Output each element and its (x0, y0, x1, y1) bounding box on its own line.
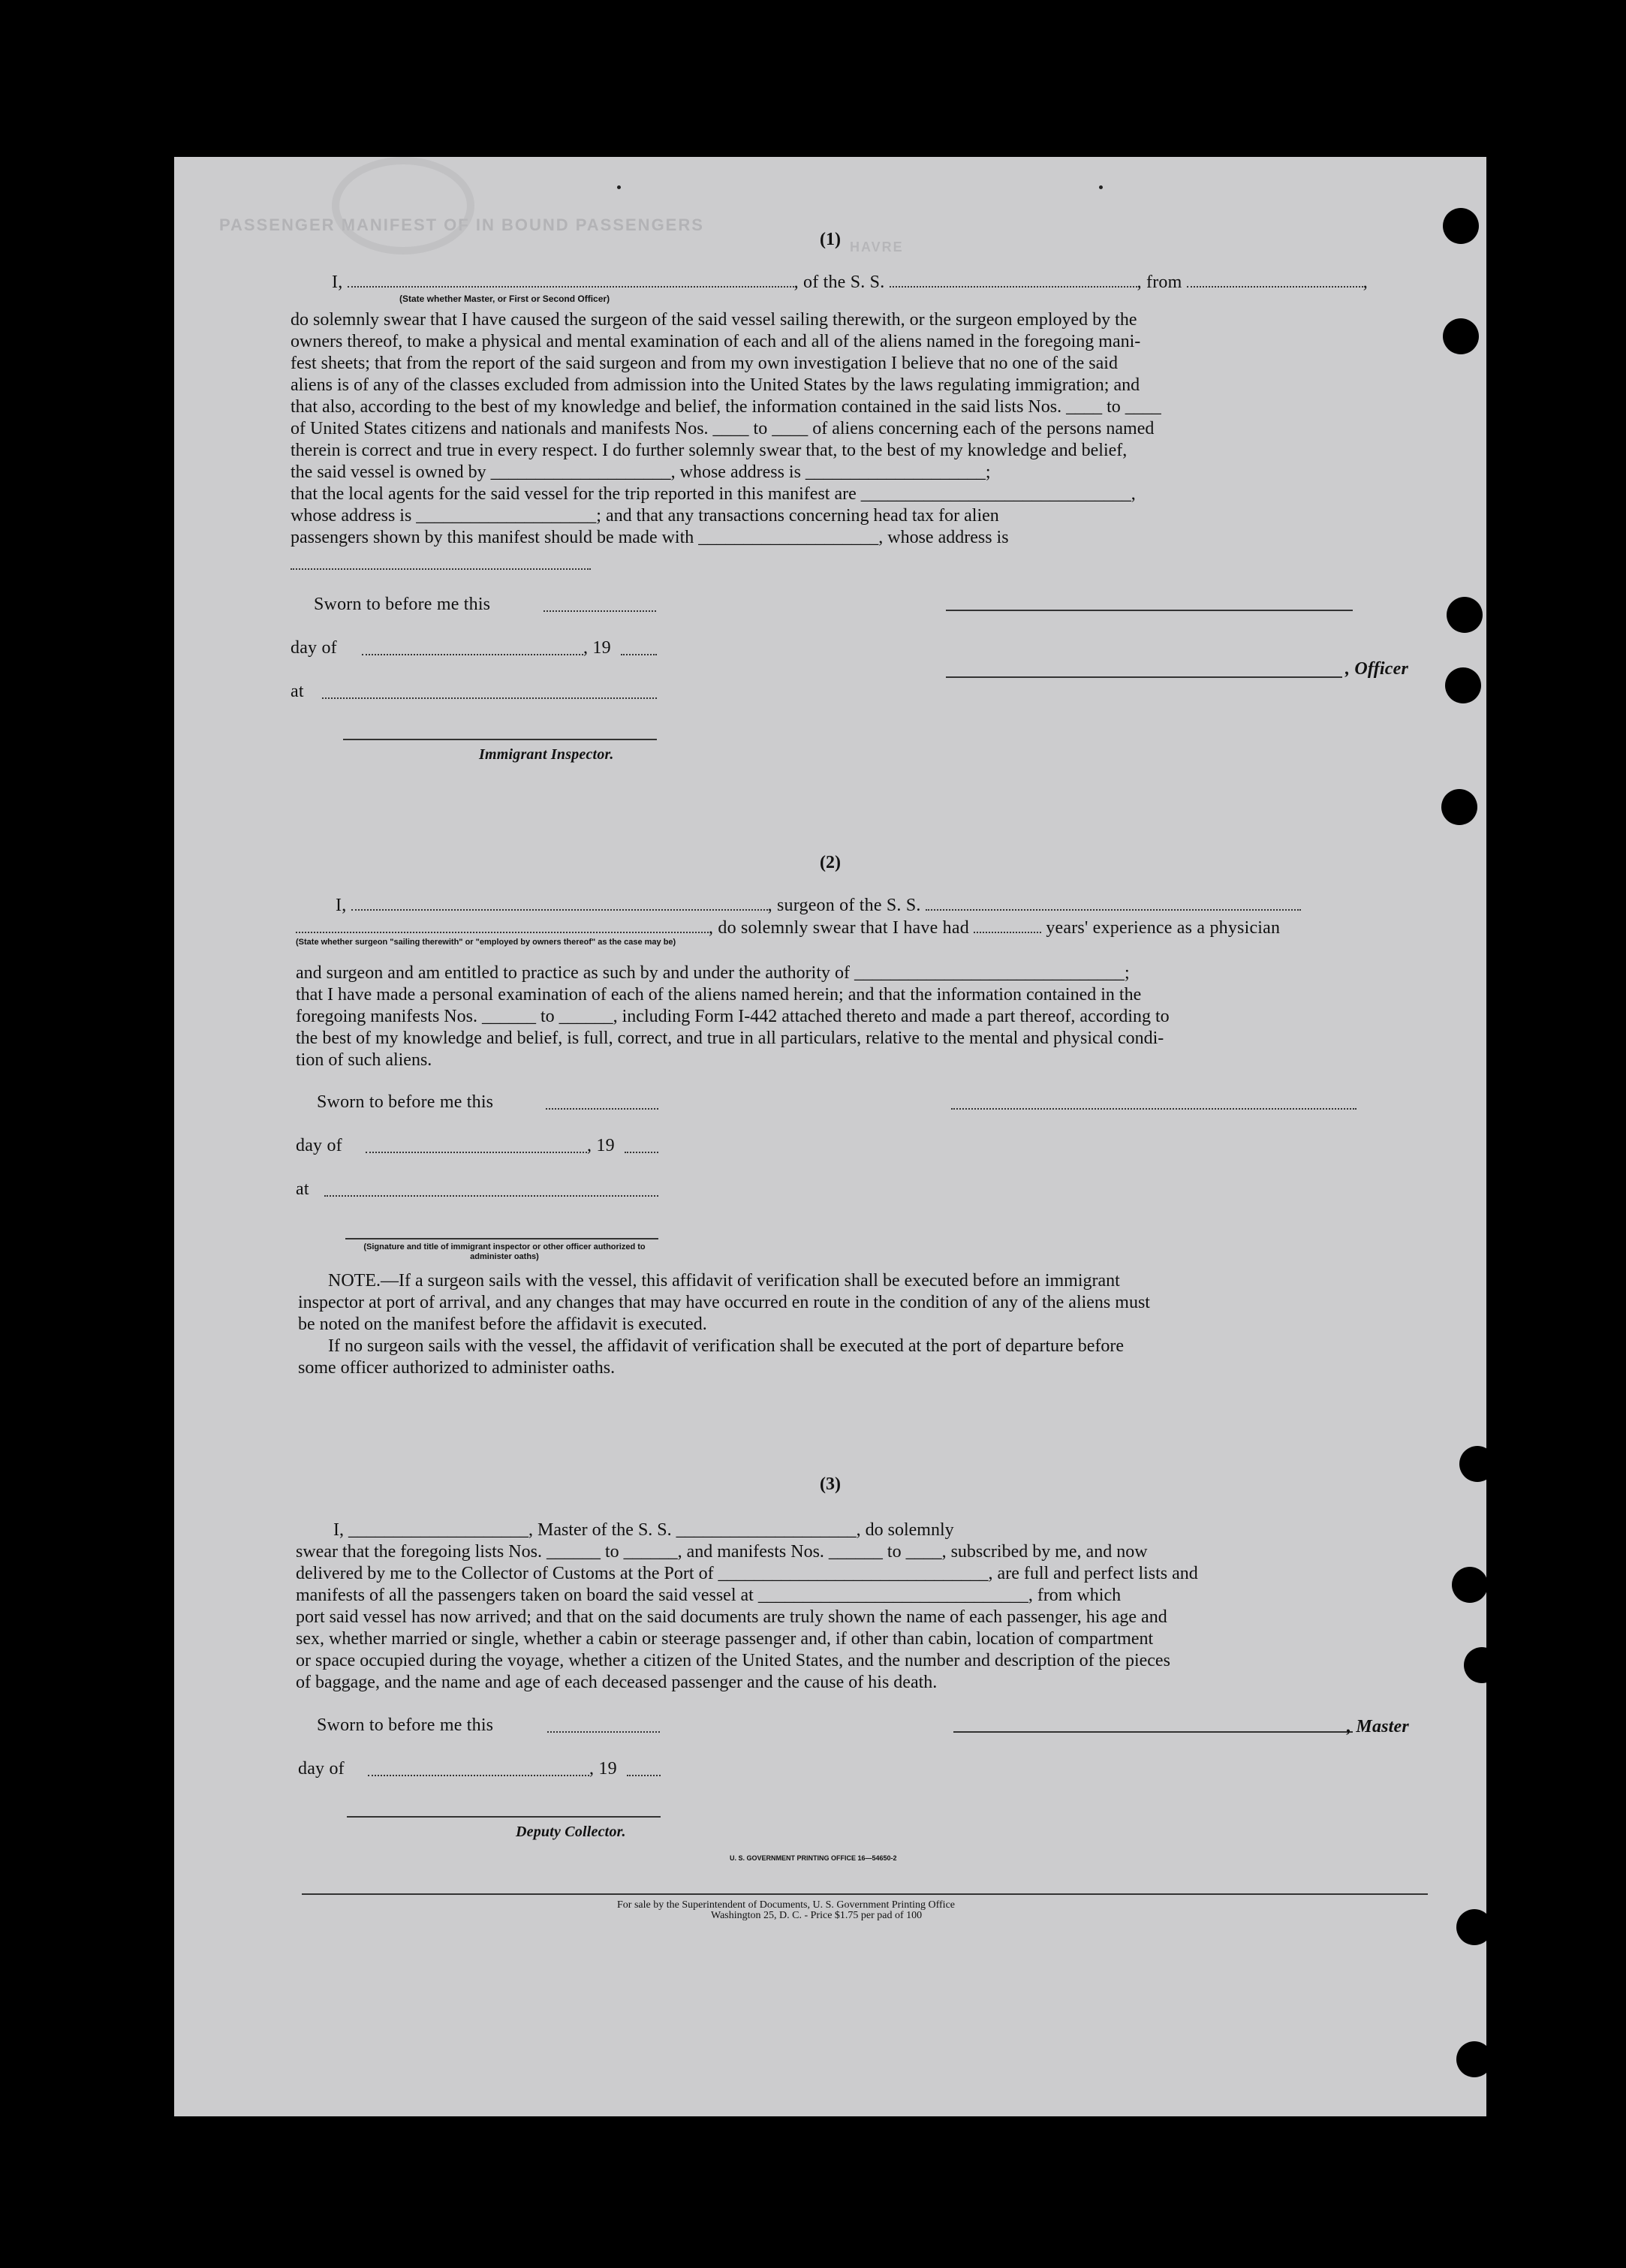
bleed-through-port: HAVRE (850, 239, 904, 255)
officer-label: , Officer (1345, 659, 1408, 679)
at-label-1: at (291, 682, 304, 701)
footer-line-2: Washington 25, D. C. - Price $1.75 per pad of 100 (711, 1910, 923, 1921)
oath-line: foregoing manifests Nos. ______ to ______, including Form I-442 attached thereto and made a part thereof, according to (296, 1007, 1170, 1026)
oath-line: of baggage, and the name and age of each deceased passenger and the cause of his death. (296, 1673, 938, 1692)
oath-line: that I have made a personal examination of each of the aliens named herein; and that the information contained in the (296, 985, 1142, 1004)
footer-rule (302, 1893, 1428, 1895)
master-label: , Master (1347, 1717, 1409, 1736)
deputy-collector-label: Deputy Collector. (516, 1824, 626, 1840)
section-1-first-line: I, , of the S. S. , from , (332, 273, 1368, 292)
day-blank-1 (362, 654, 583, 655)
ship-name-blank (890, 276, 1137, 288)
bleed-through-header: PASSENGER MANIFEST OF IN BOUND PASSENGERS (219, 215, 704, 234)
surgeon-signature-line (951, 1108, 1357, 1110)
punch-hole (1445, 667, 1481, 703)
years-label: years' experience as a physician (1046, 918, 1281, 938)
surgeon-name-blank (351, 899, 768, 911)
year-label-3: , 19 (589, 1759, 617, 1779)
oath-line: that the local agents for the said vessel for the trip reported in this manifest are ______________________________, (291, 484, 1136, 504)
oath-line: delivered by me to the Collector of Customs at the Port of ______________________________, are full and perfect lists and (296, 1564, 1198, 1583)
note-line: If no surgeon sails with the vessel, the affidavit of verification shall be executed at the port of departure before (328, 1336, 1125, 1356)
oath-line: tion of such aliens. (296, 1050, 432, 1070)
years-blank (974, 921, 1041, 933)
at-blank-2 (324, 1195, 658, 1197)
oath-line: therein is correct and true in every respect. I do further solemnly swear that, to the best of my knowledge and belief, (291, 441, 1128, 460)
officer-note: (State whether Master, or First or Second Officer) (399, 294, 610, 304)
section-1-i-label: I, (332, 273, 343, 292)
day-of-label-3: day of (298, 1759, 345, 1779)
day-blank-2 (366, 1152, 587, 1153)
day-of-label-2: day of (296, 1136, 342, 1155)
oath-line: and surgeon and am entitled to practice as such by and under the authority of ______________________________; (296, 963, 1130, 983)
punch-hole (1447, 597, 1483, 633)
day-of-label-1: day of (291, 638, 337, 658)
authorized-officer-signature-line (345, 1238, 658, 1239)
oath-line: the best of my knowledge and belief, is full, correct, and true in all particulars, relative to the mental and physical condi- (296, 1029, 1164, 1048)
surgeon-ship-blank (926, 899, 1301, 911)
oath-line: or space occupied during the voyage, whether a citizen of the United States, and the number and description of the pieces (296, 1651, 1170, 1670)
section-1-number: (1) (820, 230, 841, 249)
year-blank-1 (621, 654, 657, 655)
oath-line: whose address is ____________________; and that any transactions concerning head tax for alien (291, 506, 999, 526)
oath-line: sex, whether married or single, whether a cabin or steerage passenger and, if other than cabin, location of compartment (296, 1629, 1154, 1649)
inspector-signature-line (343, 739, 657, 740)
gpo-print-line: U. S. GOVERNMENT PRINTING OFFICE 16—54650-2 (730, 1854, 897, 1862)
oath-line: the said vessel is owned by ____________________, whose address is ____________________; (291, 462, 991, 482)
punch-hole (1452, 1567, 1488, 1603)
footer-line-1: For sale by the Superintendent of Documents, U. S. Government Printing Office (617, 1899, 955, 1911)
note-paragraph (298, 1270, 1383, 1379)
surgeon-note: (State whether surgeon "sailing therewith" or "employed by owners thereof" as the case may be) (296, 938, 676, 947)
oath-line: manifests of all the passengers taken on board the said vessel at ______________________________, from which (296, 1586, 1122, 1605)
note-line: be noted on the manifest before the affidavit is executed. (298, 1315, 707, 1334)
deputy-collector-signature-line (347, 1816, 661, 1818)
officer-signature-line-top (946, 610, 1353, 611)
note-line: inspector at port of arrival, and any changes that may have occurred en route in the condition of any of the aliens must (298, 1293, 1150, 1312)
oath-line: of United States citizens and nationals and manifests Nos. ____ to ____ of aliens concerning each of the persons named (291, 419, 1155, 438)
oath-line: aliens is of any of the classes excluded from admission into the United States by the laws regulating immigration; and (291, 375, 1140, 395)
oath-line: fest sheets; that from the report of the said surgeon and from my own investigation I believe that no one of the said (291, 354, 1118, 373)
oath-line: I, ____________________, Master of the S. S. ____________________, do solemnly (333, 1520, 954, 1540)
oath-line: that also, according to the best of my knowledge and belief, the information contained in the said lists Nos. ____ to ____ (291, 397, 1161, 417)
oath-line: swear that the foregoing lists Nos. ______ to ______, and manifests Nos. ______ to ____, subscribed by me, and now (296, 1542, 1148, 1562)
punch-hole (1443, 318, 1479, 354)
punch-hole (1441, 789, 1477, 825)
section-3-oath-paragraph (296, 1520, 1384, 1694)
section-2-i-label: I, (336, 896, 347, 915)
of-the-ss-label: , of the S. S. (793, 273, 885, 292)
at-label-2: at (296, 1179, 309, 1199)
section-2-first-line (336, 895, 1301, 916)
sworn-blank-1 (544, 610, 656, 612)
section-3-number: (3) (820, 1474, 841, 1494)
section-2-second-line (296, 917, 1280, 938)
officer-signature-line (946, 676, 1342, 678)
section-2-oath-paragraph (296, 962, 1384, 1071)
sworn-blank-3 (547, 1731, 660, 1733)
oath-line: port said vessel has now arrived; and that on the said documents are truly shown the name of each passenger, his age and (296, 1607, 1167, 1627)
day-blank-3 (368, 1775, 589, 1776)
address-blank (291, 568, 591, 570)
officer-name-blank (348, 276, 794, 288)
oath-line: owners thereof, to make a physical and mental examination of each and all of the aliens named in the foregoing mani- (291, 332, 1141, 351)
sworn-label-2: Sworn to before me this (317, 1092, 494, 1112)
year-label-1: , 19 (583, 638, 611, 658)
sworn-label-1: Sworn to before me this (314, 595, 491, 614)
top-mark (617, 185, 621, 189)
master-signature-line (953, 1731, 1353, 1733)
punch-hole (1456, 2041, 1492, 2077)
from-label: , from (1137, 273, 1182, 292)
surgeon-type-blank (296, 921, 709, 933)
from-port-blank (1187, 276, 1363, 288)
oath-line: do solemnly swear that I have caused the surgeon of the said vessel sailing therewith, or the surgeon employed by the (291, 310, 1137, 330)
punch-hole (1464, 1647, 1500, 1683)
punch-hole (1456, 1909, 1492, 1945)
document-page (174, 157, 1486, 2116)
year-blank-3 (627, 1775, 661, 1776)
surgeon-of-ss-label: , surgeon of the S. S. (767, 896, 921, 915)
top-mark (1099, 185, 1103, 189)
note-line: NOTE.—If a surgeon sails with the vessel, this affidavit of verification shall be executed before an immigrant (328, 1271, 1120, 1291)
sworn-label-3: Sworn to before me this (317, 1715, 494, 1735)
year-blank-2 (625, 1152, 658, 1153)
signature-title-note: (Signature and title of immigrant inspector or other officer authorized to administer oaths) (363, 1242, 646, 1261)
do-solemnly-label: , do solemnly swear that I have had (709, 918, 969, 938)
sworn-blank-2 (546, 1108, 658, 1110)
punch-hole (1459, 1446, 1495, 1482)
punch-hole (1443, 208, 1479, 244)
oath-line: passengers shown by this manifest should be made with ____________________, whose address is (291, 528, 1009, 547)
year-label-2: , 19 (587, 1136, 615, 1155)
section-2-number: (2) (820, 853, 841, 872)
section-1-oath-paragraph (291, 309, 1379, 549)
inspector-label: Immigrant Inspector. (479, 746, 614, 763)
note-line: some officer authorized to administer oaths. (298, 1358, 616, 1378)
at-blank-1 (322, 697, 657, 699)
